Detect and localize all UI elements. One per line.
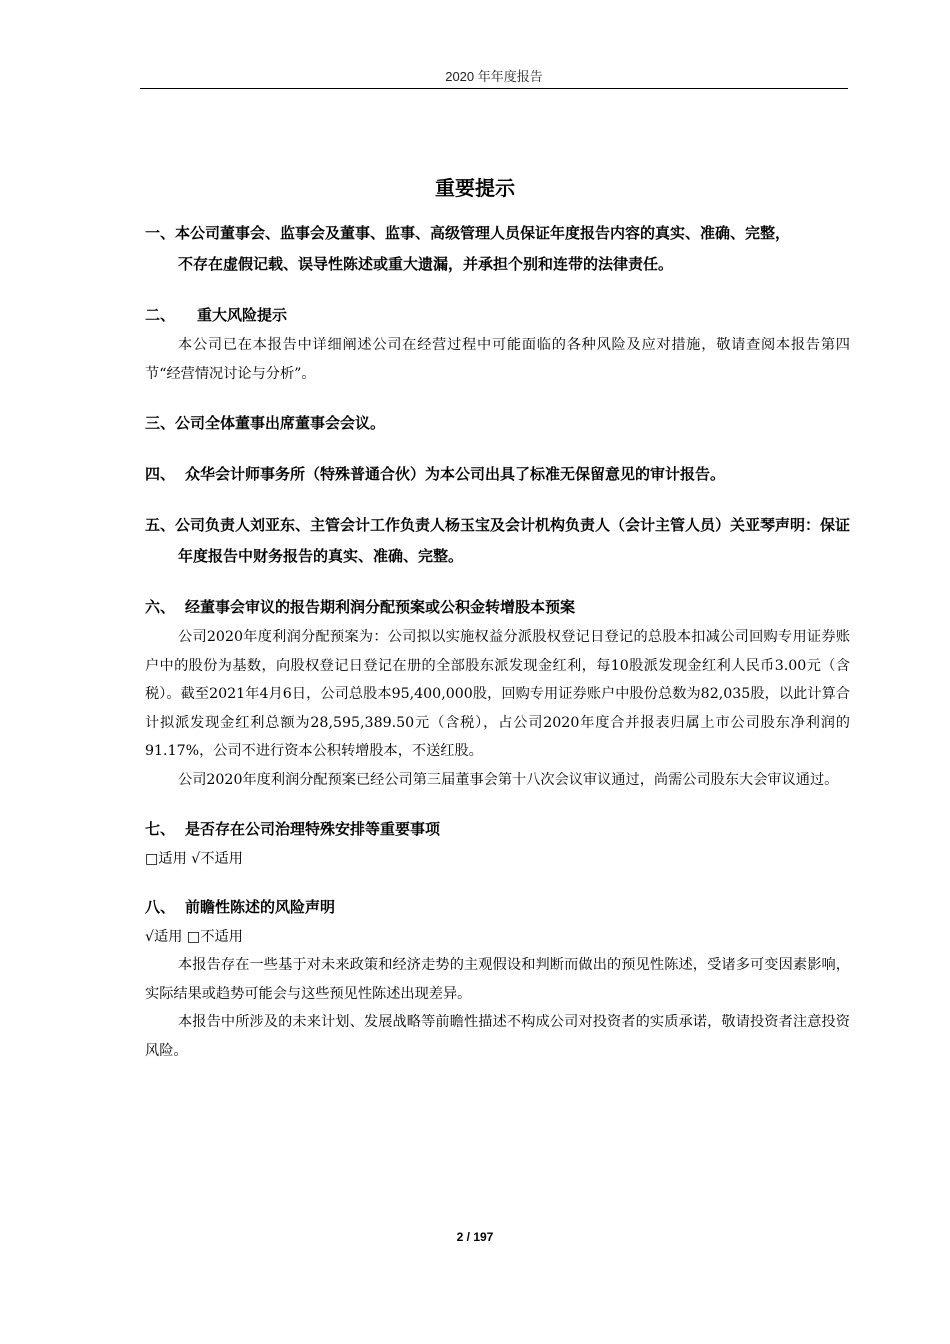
section-7-number: 七、: [145, 820, 176, 838]
section-6-paragraph-2: 公司2020年度利润分配预案已经公司第三届董事会第十八次会议审议通过，尚需公司股东大会审议通过。: [178, 771, 839, 788]
document-body: [145, 218, 850, 1065]
section-6-number: 六、: [145, 598, 176, 616]
section-8-heading: [145, 892, 850, 923]
section-1: [145, 218, 850, 280]
section-2-title: 重大风险提示: [197, 306, 288, 324]
section-7-title: 是否存在公司治理特殊安排等重要事项: [185, 820, 441, 838]
section-2-paragraph: 本公司已在本报告中详细阐述公司在经营过程中可能面临的各种风险及应对措施，敬请查阅本报告第四节“经营情况讨论与分析”。: [145, 337, 850, 382]
section-6-title: 经董事会审议的报告期利润分配预案或公积金转增股本预案: [185, 598, 576, 616]
section-8-number: 八、: [145, 897, 176, 916]
section-1-line-1: 一、本公司董事会、监事会及董事、监事、高级管理人员保证年度报告内容的真实、准确、完整，: [145, 224, 791, 242]
section-7: [145, 814, 850, 874]
section-8-paragraph-2: 本报告中所涉及的未来计划、发展战略等前瞻性描述不构成公司对投资者的实质承诺，敬请投资者注意投资风险。: [145, 1014, 850, 1059]
section-7-heading: [145, 814, 850, 845]
section-8-options: √适用 □不适用: [145, 928, 243, 945]
page-header: [140, 60, 848, 89]
section-6: [145, 592, 850, 794]
section-2-number: 二、: [145, 306, 176, 324]
section-6-paragraph-1: 公司2020年度利润分配预案为：公司拟以实施权益分派股权登记日登记的总股本扣减公司回购专用证券账户中的股份为基数，向股权登记日登记在册的全部股东派发现金红利，每10股派发现金红利人民币3.00元（含税）。截至2021年4月6日，公司总股本95,400,000股，回购专用证券账户中股份总数为82,035股，以此计算合计拟派发现金红利总额为28,595,389.50元（含税），占公司2020年度合并报表归属上市公司股东净利润的91.17%，公司不进行资本公积转增股本，不送红股。: [145, 629, 851, 759]
section-8: [145, 892, 850, 1066]
section-1-line-2: 不存在虚假记载、误导性陈述或重大遗漏，并承担个别和连带的法律责任。: [178, 255, 674, 273]
section-5: 五、公司负责人刘亚东、主管会计工作负责人杨玉宝及会计机构负责人（会计主管人员）关亚琴声明：保证年度报告中财务报告的真实、准确、完整。: [145, 516, 851, 565]
section-4: [145, 459, 850, 490]
section-7-options: □适用 √不适用: [145, 851, 243, 867]
section-4-number: 四、: [145, 465, 176, 483]
section-8-title: 前瞻性陈述的风险声明: [185, 897, 336, 916]
page-title: 重要提示: [435, 176, 515, 200]
section-3: 三、公司全体董事出席董事会会议。: [145, 414, 386, 432]
section-6-heading: [145, 592, 850, 623]
page-number: 2 / 197: [456, 1230, 494, 1244]
section-2-heading: [145, 300, 850, 331]
section-2: [145, 300, 850, 388]
section-8-paragraph-1: 本报告存在一些基于对未来政策和经济走势的主观假设和判断而做出的预见性陈述，受诸多可变因素影响，实际结果或趋势可能会与这些预见性陈述出现差异。: [145, 957, 850, 1002]
section-4-text: 众华会计师事务所（特殊普通合伙）为本公司出具了标准无保留意见的审计报告。: [185, 465, 726, 483]
header-title: 2020 年年度报告: [445, 69, 543, 84]
